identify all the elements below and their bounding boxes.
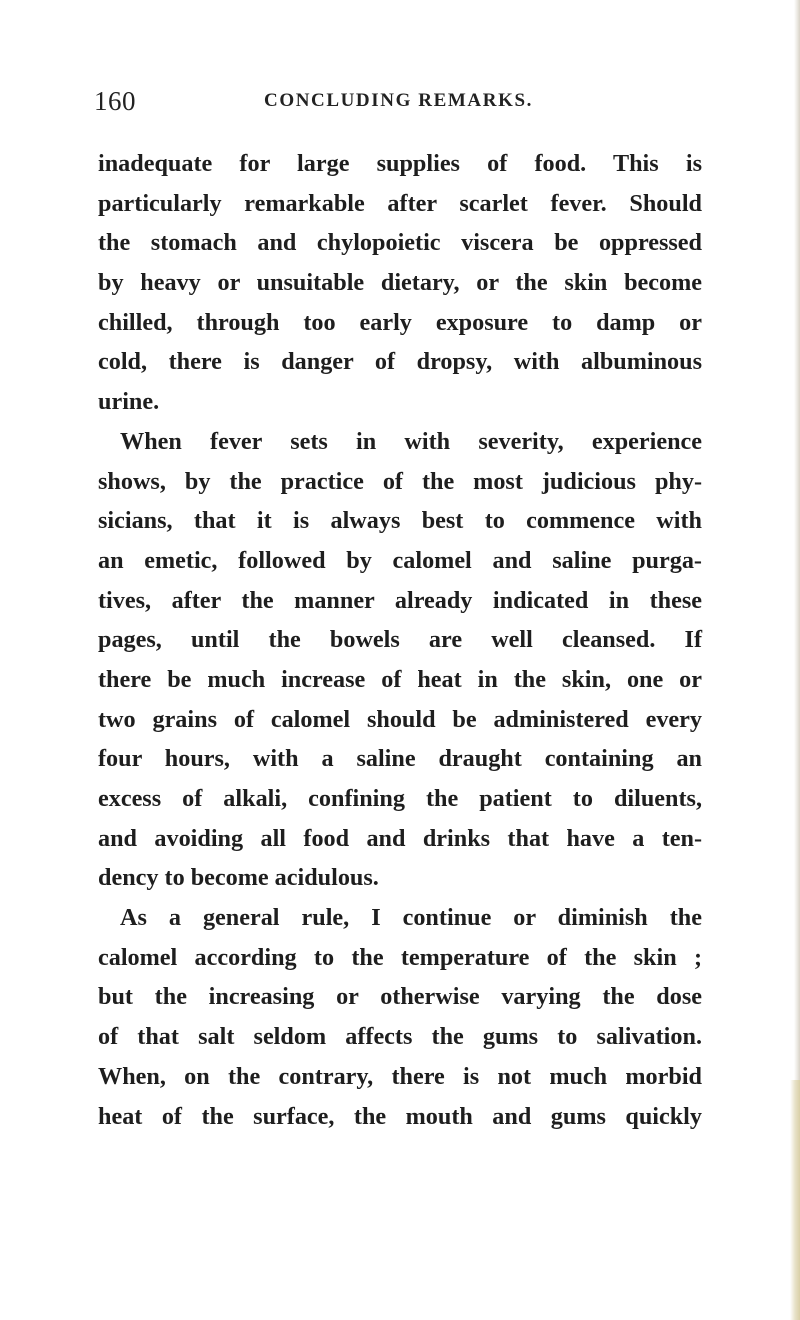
body-text <box>98 144 702 1136</box>
text-line: and avoiding all food and drinks that have a ten- <box>98 824 702 852</box>
text-line: sicians, that it is always best to commence with <box>98 507 702 535</box>
text-line: urine. <box>98 388 160 416</box>
text-line: dency to become acidulous. <box>98 864 379 892</box>
page-edge-stain <box>790 1080 800 1320</box>
text-line: shows, by the practice of the most judicious phy- <box>98 467 702 495</box>
text-line: inadequate for large supplies of food. This is <box>98 150 702 177</box>
text-line: When, on the contrary, there is not much morbid <box>98 1062 702 1090</box>
text-line: As a general rule, I continue or diminish the <box>120 904 702 932</box>
running-head-title: CONCLUDING REMARKS. <box>264 90 533 111</box>
text-line: cold, there is danger of dropsy, with albuminous <box>98 348 702 376</box>
page-number: 160 <box>94 86 136 116</box>
text-line: calomel according to the temperature of the skin ; <box>98 943 702 971</box>
text-line: chilled, through too early exposure to damp or <box>98 308 702 336</box>
text-line: excess of alkali, confining the patient to diluents, <box>98 785 702 812</box>
text-line: When fever sets in with severity, experience <box>120 427 702 455</box>
text-line: by heavy or unsuitable dietary, or the skin become <box>98 269 702 297</box>
running-head <box>94 86 714 120</box>
text-line: pages, until the bowels are well cleansed. If <box>98 626 702 654</box>
text-line: there be much increase of heat in the skin, one or <box>98 665 702 693</box>
text-line: four hours, with a saline draught containing an <box>98 745 702 773</box>
text-line: particularly remarkable after scarlet fever. Should <box>98 189 702 217</box>
text-line: the stomach and chylopoietic viscera be oppressed <box>98 229 702 257</box>
text-line: of that salt seldom affects the gums to salivation. <box>98 1023 702 1051</box>
text-line: an emetic, followed by calomel and saline purga- <box>98 546 702 574</box>
text-line: but the increasing or otherwise varying the dose <box>98 983 702 1011</box>
text-line: tives, after the manner already indicated in these <box>98 586 702 614</box>
text-line: two grains of calomel should be administered every <box>98 705 702 733</box>
text-line: heat of the surface, the mouth and gums quickly <box>98 1102 702 1130</box>
